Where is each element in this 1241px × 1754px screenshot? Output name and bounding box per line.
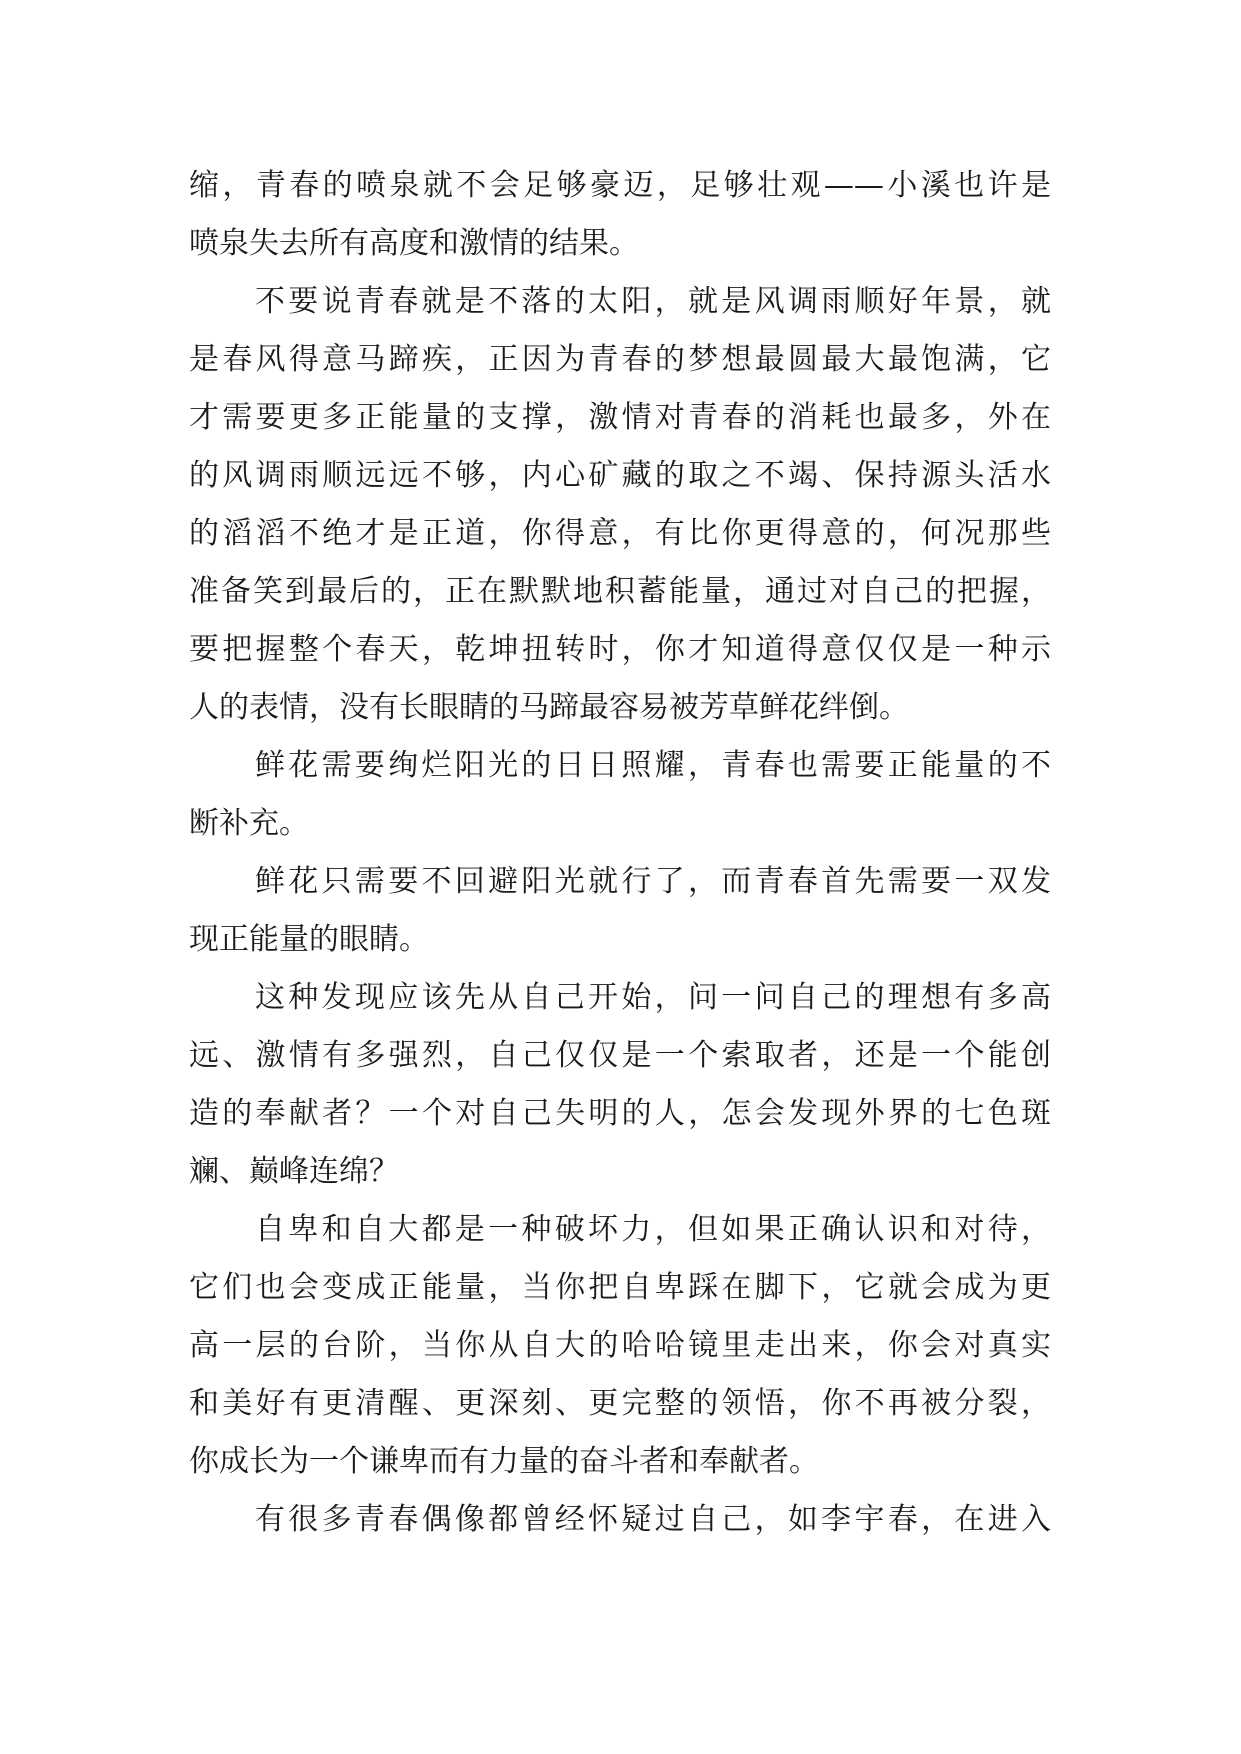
text-line: 远、激情有多强烈，自己仅仅是一个索取者，还是一个能创 [189, 1038, 1051, 1073]
text-line: 和美好有更清醒、更深刻、更完整的领悟，你不再被分裂， [189, 1386, 1051, 1421]
text-line: 它们也会变成正能量，当你把自卑踩在脚下，它就会成为更 [189, 1270, 1051, 1305]
body-text [189, 157, 1051, 1549]
text-line: 现正能量的眼睛。 [189, 922, 429, 957]
text-line: 的滔滔不绝才是正道，你得意，有比你更得意的，何况那些 [189, 516, 1051, 551]
paragraph-first-line: 不要说青春就是不落的太阳，就是风调雨顺好年景，就 [255, 284, 1051, 319]
text-line: 断补充。 [189, 806, 309, 841]
text-line: 斓、巅峰连绵？ [189, 1154, 399, 1189]
text-line: 准备笑到最后的，正在默默地积蓄能量，通过对自己的把握， [189, 574, 1051, 609]
text-line: 高一层的台阶，当你从自大的哈哈镜里走出来，你会对真实 [189, 1328, 1051, 1363]
text-line: 缩，青春的喷泉就不会足够豪迈，足够壮观——小溪也许是 [189, 168, 1051, 203]
text-line: 的风调雨顺远远不够，内心矿藏的取之不竭、保持源头活水 [189, 458, 1051, 493]
paragraph-first-line: 鲜花需要绚烂阳光的日日照耀，青春也需要正能量的不 [255, 748, 1051, 783]
paragraph-first-line: 鲜花只需要不回避阳光就行了，而青春首先需要一双发 [255, 864, 1051, 899]
text-line: 人的表情，没有长眼睛的马蹄最容易被芳草鲜花绊倒。 [189, 690, 909, 725]
paragraph-first-line: 这种发现应该先从自己开始，问一问自己的理想有多高 [255, 980, 1051, 1015]
text-line: 才需要更多正能量的支撑，激情对青春的消耗也最多，外在 [189, 400, 1051, 435]
paragraph-first-line: 自卑和自大都是一种破坏力，但如果正确认识和对待， [255, 1212, 1051, 1247]
paragraph-first-line: 有很多青春偶像都曾经怀疑过自己，如李宇春，在进入 [255, 1502, 1051, 1537]
text-line: 要把握整个春天，乾坤扭转时，你才知道得意仅仅是一种示 [189, 632, 1051, 667]
text-line: 喷泉失去所有高度和激情的结果。 [189, 226, 639, 261]
text-line: 造的奉献者？一个对自己失明的人，怎会发现外界的七色斑 [189, 1096, 1051, 1131]
text-line: 你成长为一个谦卑而有力量的奋斗者和奉献者。 [189, 1444, 819, 1479]
text-line: 是春风得意马蹄疾，正因为青春的梦想最圆最大最饱满，它 [189, 342, 1051, 377]
